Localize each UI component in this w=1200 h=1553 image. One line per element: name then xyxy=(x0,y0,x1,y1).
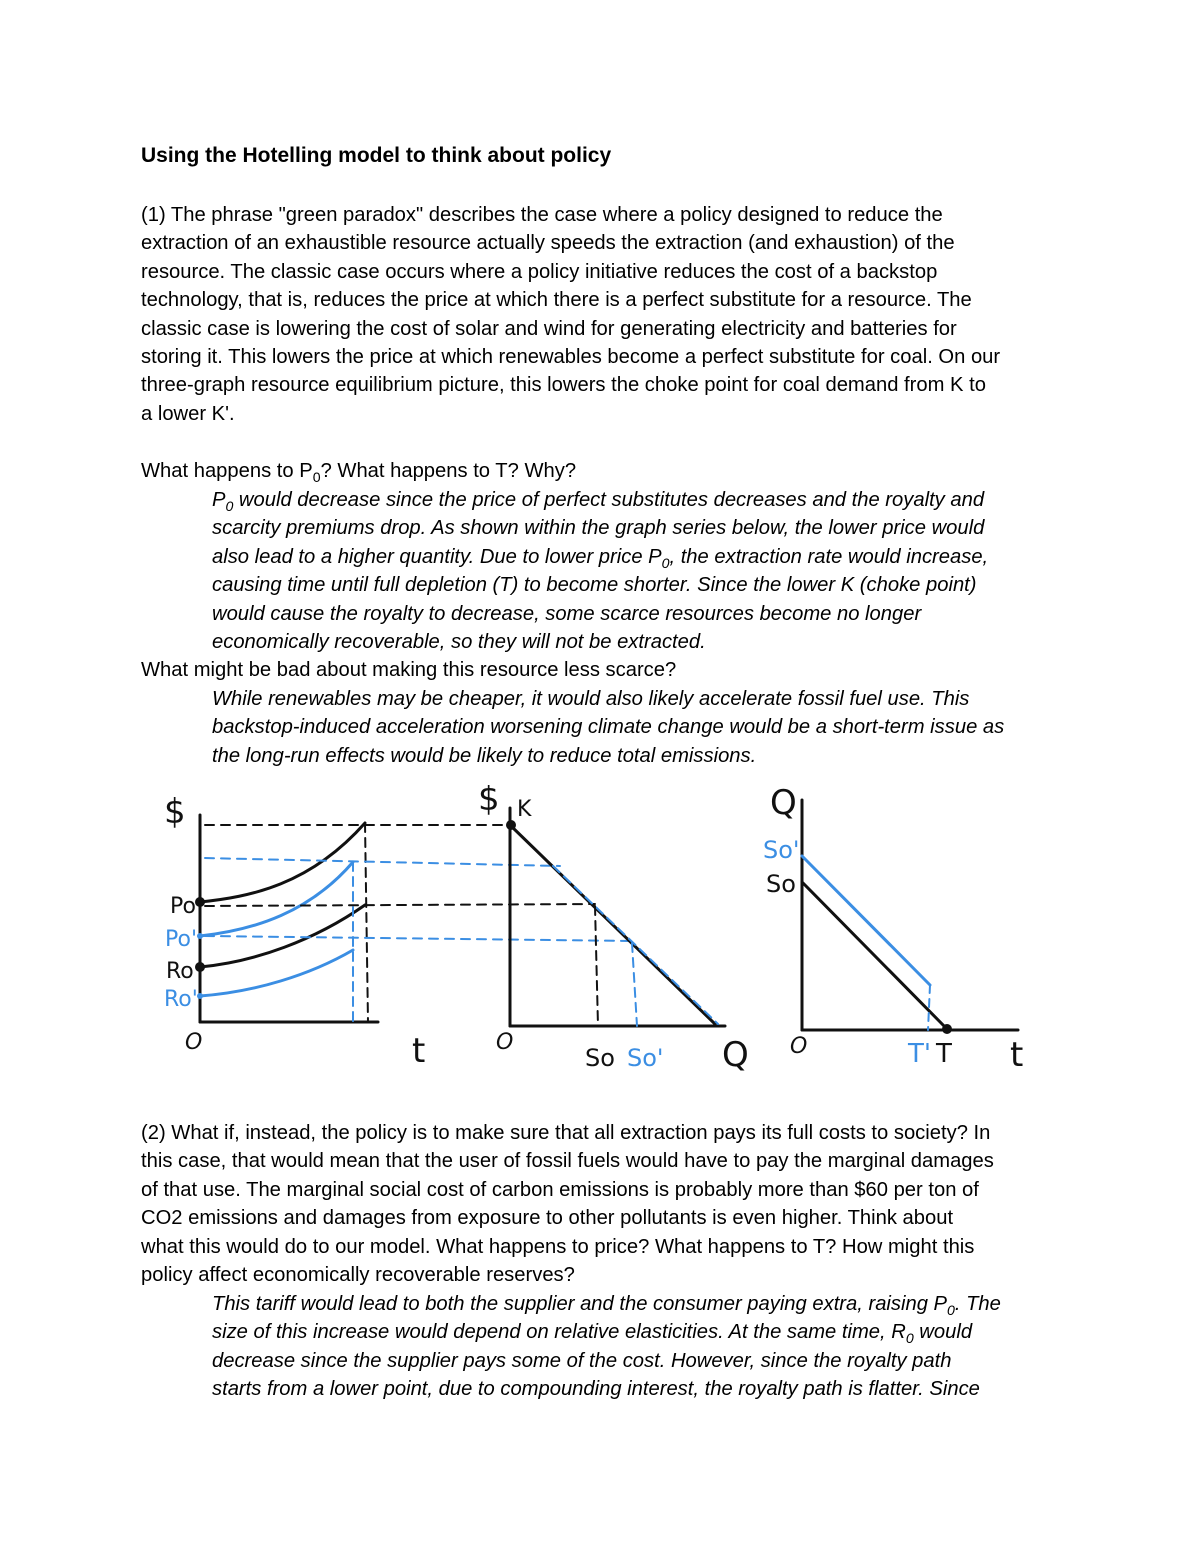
graph3-x-label: t xyxy=(1010,1035,1024,1075)
answer-2 xyxy=(212,685,1082,770)
paragraph-line: (1) The phrase "green paradox" describes the case where a policy designed to reduce the xyxy=(141,204,943,226)
T-new-drop-line xyxy=(928,985,930,1030)
graph2-s0-new-label: So' xyxy=(627,1044,664,1072)
graph1-p0-label: Po xyxy=(170,894,196,919)
graph-price-paths xyxy=(164,792,425,1071)
paragraph-line: classic case is lowering the cost of solar and wind for generating electricity and batteries for xyxy=(141,317,957,340)
three-graph-figure xyxy=(155,785,1065,1085)
answer-3 xyxy=(212,1290,1082,1404)
graph1-T-line xyxy=(365,823,368,1022)
answer-line: size of this increase would depend on relative elasticities. At the same time, $R_0$ would xyxy=(212,1321,973,1347)
answer-line: decrease since the supplier pays some of the cost. However, since the royalty path xyxy=(212,1349,952,1372)
graph2-k-label: K xyxy=(517,797,532,822)
r0-new-point xyxy=(197,993,203,999)
paragraph-line: extraction of an exhaustible resource actually speeds the extraction (and exhaustion) of the xyxy=(141,232,955,255)
p0-new-point xyxy=(197,933,203,939)
answer-line: economically recoverable, so they will not be extracted. xyxy=(212,631,706,654)
answer-line: starts from a lower point, due to compounding interest, the royalty path is flatter. Since xyxy=(212,1378,980,1401)
p0-point xyxy=(195,897,205,907)
graph-stock xyxy=(763,785,1023,1075)
answer-line: $P_0$ would decrease since the price of perfect substitutes decreases and the royalty and xyxy=(212,489,985,515)
paragraph-line: storing it. This lowers the price at which renewables become a perfect substitute for coal. On our xyxy=(141,346,1001,369)
graph1-origin-label: O xyxy=(185,1030,203,1055)
graph3-s0-label: So xyxy=(766,870,796,898)
graph1-x-label: t xyxy=(412,1031,426,1071)
demand-curve-original xyxy=(510,825,715,1024)
paragraph-line: technology, that is, reduces the price at which there is a perfect substitute for a resource. The xyxy=(141,289,972,312)
paragraph-line: policy affect economically recoverable reserves? xyxy=(141,1264,575,1287)
T-point xyxy=(942,1024,952,1034)
answer-line: also lead to a higher quantity. Due to lower price $P_0$, the extraction rate would increase, xyxy=(212,545,989,571)
graph2-y-label: $ xyxy=(478,785,500,819)
paragraph-line: CO2 emissions and damages from exposure to other pollutants is even higher. Think about xyxy=(141,1207,954,1230)
paragraph-line: resource. The classic case occurs where a policy initiative reduces the cost of a backstop xyxy=(141,260,938,283)
choke-point-k xyxy=(506,820,516,830)
royalty-path-new xyxy=(200,950,353,996)
paragraph-line: three-graph resource equilibrium picture, this lowers the choke point for coal demand from K to xyxy=(141,374,986,397)
paragraph-line: a lower K'. xyxy=(141,402,235,425)
graph-demand xyxy=(478,785,749,1075)
paragraph-line: this case, that would mean that the user of fossil fuels would have to pay the marginal damages xyxy=(141,1150,994,1173)
graph3-s0-new-label: So' xyxy=(763,836,800,864)
graph2-s0-label: So xyxy=(585,1044,615,1072)
graph3-origin-label: O xyxy=(790,1034,808,1059)
answer-line: While renewables may be cheaper, it would also likely accelerate fossil fuel use. This xyxy=(212,688,970,710)
graph2-origin-label: O xyxy=(496,1030,514,1055)
paragraph-line: of that use. The marginal social cost of carbon emissions is probably more than $60 per ton of xyxy=(141,1178,979,1201)
question-2: What might be bad about making this resource less scarce? xyxy=(141,659,677,681)
question-1: What happens to $P_0$? What happens to T? Why? xyxy=(141,460,577,486)
graph3-y-label: Q xyxy=(770,785,797,823)
graph3-T-label: T xyxy=(936,1039,952,1069)
stock-path-original xyxy=(802,882,948,1030)
paragraph-line: what this would do to our model. What happens to price? What happens to T? How might this xyxy=(141,1235,975,1258)
s0-drop-line xyxy=(595,906,598,1026)
answer-line: This tariff would lead to both the supplier and the consumer paying extra, raising $P_0$. The xyxy=(212,1293,1001,1319)
r0-point xyxy=(195,962,205,972)
answer-line: the long-run effects would be likely to reduce total emissions. xyxy=(212,744,757,767)
stock-path-new xyxy=(802,856,930,985)
graph1-r0-new-label: Ro' xyxy=(164,987,198,1012)
graph3-T-new-label: T' xyxy=(908,1039,932,1069)
graph2-x-label: Q xyxy=(722,1035,749,1075)
paragraph-1 xyxy=(141,201,1076,428)
graph1-r0-label: Ro xyxy=(166,959,194,984)
answer-line: causing time until full depletion (T) to become shorter. Since the lower K (choke point) xyxy=(212,574,977,597)
price-path-original xyxy=(200,823,365,902)
s0-new-drop-line xyxy=(632,943,637,1026)
paragraph-2 xyxy=(141,1119,1076,1289)
answer-line: scarcity premiums drop. As shown within the graph series below, the lower price would xyxy=(212,517,985,540)
graph1-p0-new-label: Po' xyxy=(165,927,197,952)
answer-line: would cause the royalty to decrease, some scarce resources become no longer xyxy=(212,602,922,625)
demand-curve-new xyxy=(553,866,718,1024)
page-title: Using the Hotelling model to think about policy xyxy=(141,144,612,167)
answer-1 xyxy=(212,486,1082,656)
graph1-y-label: $ xyxy=(164,792,186,832)
answer-line: backstop-induced acceleration worsening climate change would be a short-term issue as xyxy=(212,716,1005,739)
paragraph-line: (2) What if, instead, the policy is to make sure that all extraction pays its full costs to society? In xyxy=(141,1122,991,1144)
